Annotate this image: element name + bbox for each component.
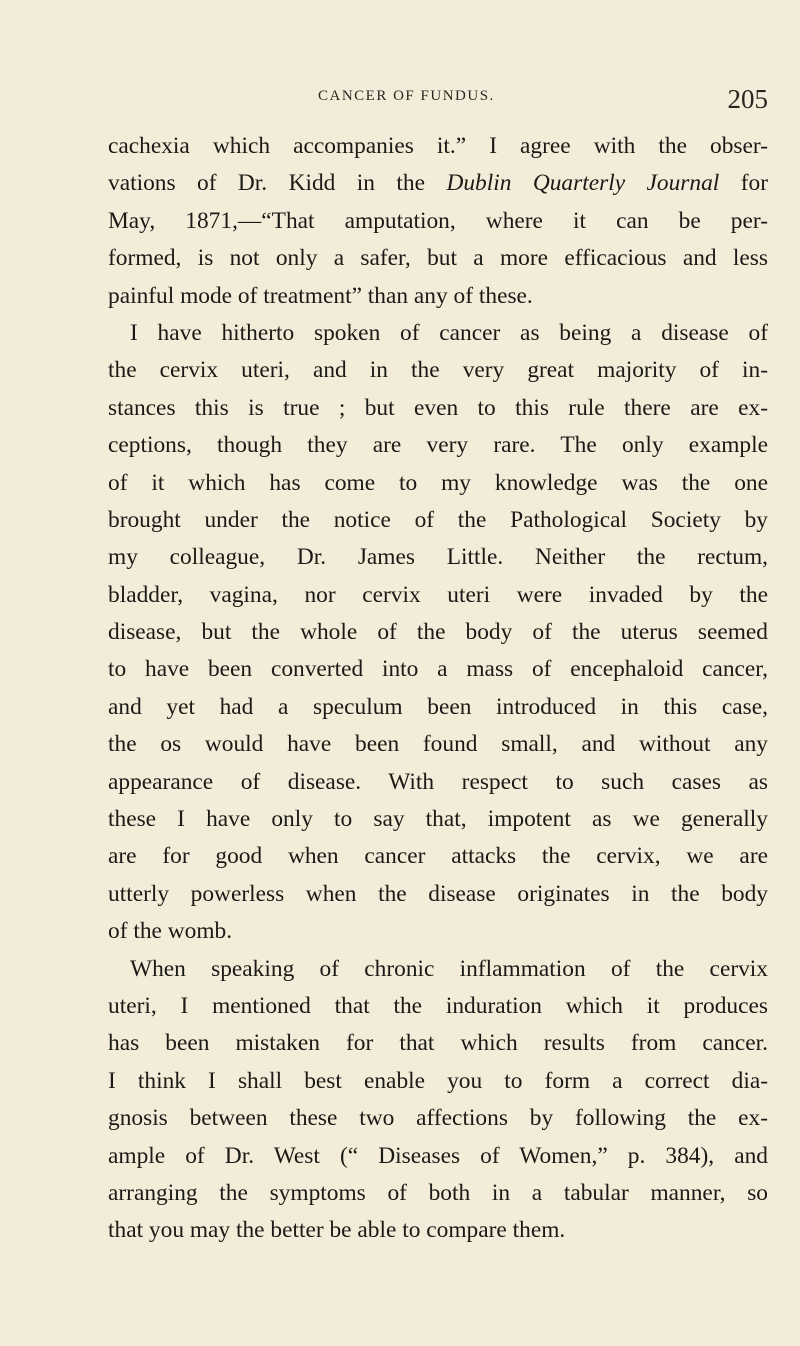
text-segment: arranging the symptoms of both in a tabular manner, so: [108, 1179, 768, 1206]
text-segment: stances this is true ; but even to this rule there are ex-: [108, 394, 768, 421]
text-segment: cachexia which accompanies it.” I agree with the obser-: [108, 133, 768, 159]
page-number: 205: [727, 84, 768, 114]
text-segment: formed, is not only a safer, but a more efficacious and less: [108, 245, 768, 272]
text-segment: appearance of disease. With respect to such cases as: [108, 768, 768, 795]
text-line: [108, 203, 768, 240]
text-line: [108, 764, 768, 801]
text-line: [108, 614, 768, 651]
text-segment: the cervix uteri, and in the very great majority of in-: [108, 357, 768, 384]
text-line: [108, 352, 768, 389]
text-segment: I think I shall best enable you to form a correct dia-: [108, 1067, 768, 1094]
text-segment: bladder, vagina, nor cervix uteri were invaded by the: [108, 581, 768, 608]
text-segment: for: [719, 170, 769, 197]
text-line: [108, 838, 768, 875]
text-line: [108, 240, 768, 277]
text-segment: to have been converted into a mass of encephaloid cancer,: [108, 656, 768, 683]
text-segment: that you may the better be able to compare them.: [108, 1217, 566, 1244]
running-title: CANCER OF FUNDUS.: [318, 88, 495, 104]
text-segment: vations of Dr. Kidd in the: [108, 170, 447, 197]
text-line: [108, 278, 768, 315]
text-segment: gnosis between these two affections by following the ex-: [108, 1105, 768, 1132]
text-segment: disease, but the whole of the body of the uterus seemed: [108, 619, 768, 646]
text-line: [108, 1025, 768, 1062]
text-segment: ample of Dr. West (“ Diseases of Women,” p. 384), and: [108, 1142, 768, 1169]
text-line: [108, 1063, 768, 1100]
text-line: [108, 577, 768, 614]
text-line: [108, 1212, 768, 1249]
text-line: [108, 315, 768, 352]
text-line: [108, 1138, 768, 1175]
text-segment: the os would have been found small, and without any: [108, 731, 768, 758]
text-line: [108, 951, 768, 988]
text-line: [108, 539, 768, 576]
text-segment: ceptions, though they are very rare. The only example: [108, 432, 768, 459]
text-segment: of it which has come to my knowledge was the one: [108, 469, 768, 496]
text-line: [108, 427, 768, 464]
text-segment: my colleague, Dr. James Little. Neither the rectum,: [108, 544, 768, 571]
text-segment: utterly powerless when the disease originates in the body: [108, 880, 768, 907]
text-line: [108, 651, 768, 688]
text-line: [108, 726, 768, 763]
text-line: [108, 165, 768, 202]
text-line: [108, 390, 768, 427]
text-segment: When speaking of chronic inflammation of the cervix: [130, 955, 768, 982]
italic-text: Dublin Quarterly Journal: [446, 170, 720, 197]
text-segment: these I have only to say that, impotent as we generally: [108, 806, 768, 833]
text-segment: I have hitherto spoken of cancer as being a disease of: [130, 319, 768, 346]
text-line: [108, 502, 768, 539]
text-line: [108, 988, 768, 1025]
text-line: [108, 876, 768, 913]
running-head: [108, 84, 768, 114]
text-line: [108, 128, 768, 165]
text-segment: May, 1871,—“That amputation, where it can be per-: [108, 207, 768, 234]
text-segment: painful mode of treatment” than any of these.: [108, 282, 533, 309]
text-line: [108, 913, 768, 950]
body-text: [108, 128, 768, 1250]
text-segment: uteri, I mentioned that the induration which it produces: [108, 992, 768, 1019]
text-line: [108, 465, 768, 502]
text-segment: are for good when cancer attacks the cervix, we are: [108, 843, 768, 870]
text-line: [108, 689, 768, 726]
text-line: [108, 1100, 768, 1137]
text-segment: and yet had a speculum been introduced in this case,: [108, 693, 768, 720]
text-segment: has been mistaken for that which results from cancer.: [108, 1030, 768, 1057]
text-segment: brought under the notice of the Pathological Society by: [108, 506, 768, 533]
text-line: [108, 801, 768, 838]
text-segment: of the womb.: [108, 918, 233, 945]
text-line: [108, 1175, 768, 1212]
